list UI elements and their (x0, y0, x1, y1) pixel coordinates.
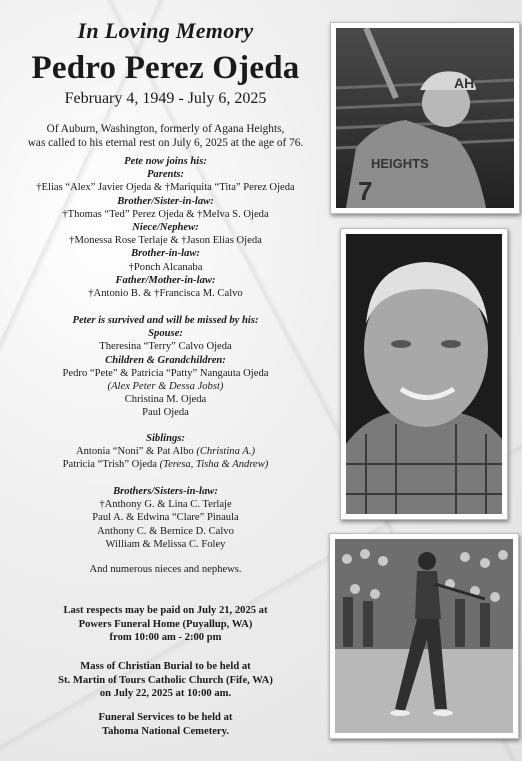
relation-names: William & Melissa C. Foley (105, 538, 226, 550)
portrait-photo (340, 228, 508, 520)
sibling-children: (Teresa, Tisha & Andrew) (159, 459, 269, 471)
relation-names: (Alex Peter & Dessa Jobst) (107, 381, 224, 393)
viewing-line: Powers Funeral Home (Puyallup, WA) (78, 618, 253, 630)
intro-line: was called to his eternal rest on July 6, 2025 at the age of 76. (27, 137, 304, 149)
funeral-info (8, 711, 323, 738)
relation-label: Siblings: (146, 433, 185, 444)
mass-line: on July 22, 2025 at 10:00 am. (99, 688, 232, 699)
relation-names: Anthony C. & Bernice D. Calvo (97, 525, 234, 537)
mass-line: Mass of Christian Burial to be held at (80, 661, 251, 672)
svg-text:7: 7 (358, 176, 373, 206)
viewing-line: Last respects may be paid on July 21, 2025 at (63, 605, 268, 616)
relation-names: †Anthony G. & Lina C. Terlaje (99, 499, 232, 511)
relation-label: Father/Mother-in-law: (115, 274, 216, 286)
intro-paragraph (20, 122, 311, 150)
sibling-name: Patricia “Trish” Ojeda (62, 459, 160, 471)
life-dates: February 4, 1949 - July 6, 2025 (64, 90, 267, 107)
relation-label: Brother-in-law: (131, 248, 200, 260)
viewing-info (8, 604, 323, 645)
sibling-children: (Christina A.) (196, 446, 255, 458)
relation-names: Theresina “Terry” Calvo Ojeda (99, 341, 232, 353)
in-loving-memory-heading: In Loving Memory (77, 18, 254, 43)
game-image (335, 539, 513, 733)
relation-names: †Ponch Alcanaba (128, 261, 203, 273)
relation-names: Christina M. Ojeda (124, 394, 207, 406)
mass-info (8, 660, 323, 701)
in-laws-section (8, 485, 323, 551)
mass-line: St. Martin of Tours Catholic Church (Fife, WA) (58, 674, 273, 686)
funeral-line: Tahoma National Cemetery. (101, 725, 229, 737)
relation-names: †Antonio B. & †Francisca M. Calvo (88, 288, 243, 300)
relation-names: Pedro “Pete” & Patricia “Patty” Nangauta Ojeda (62, 367, 269, 379)
baseball-game-photo (329, 533, 519, 739)
svg-text:AH: AH (454, 75, 475, 91)
portrait-image (346, 234, 502, 514)
survivors-section (8, 314, 323, 420)
siblings-section (8, 432, 323, 472)
relation-label: Children & Grandchildren: (105, 354, 226, 366)
deceased-name: Pedro Perez Ojeda (31, 50, 300, 86)
nieces-line (8, 563, 323, 576)
relation-names (8, 445, 323, 458)
relation-names: Paul Ojeda (142, 407, 189, 419)
section-heading: Peter is survived and will be missed by his: (72, 315, 259, 326)
obituary-text-column (8, 0, 323, 761)
nieces-text: And numerous nieces and nephews. (89, 564, 242, 575)
relation-names (8, 458, 323, 471)
relation-label: Parents: (146, 169, 185, 181)
funeral-line: Funeral Services to be held at (98, 712, 233, 723)
relation-label: Spouse: (148, 328, 183, 340)
relation-names: †Monessa Rose Terlaje & †Jason Elias Ojeda (69, 235, 262, 247)
baseball-batting-photo (330, 22, 520, 214)
relation-label: Brother/Sister-in-law: (117, 195, 214, 207)
sibling-name: Antonia “Noni” & Pat Albo (75, 446, 197, 458)
intro-line: Of Auburn, Washington, formerly of Agana Heights, (46, 123, 285, 135)
section-heading: Pete now joins his: (124, 156, 207, 167)
relation-names: †Elias “Alex” Javier Ojeda & †Mariquita “Tita” Perez Ojeda (36, 182, 295, 194)
relation-label: Brothers/Sisters-in-law: (113, 486, 218, 497)
relation-names: †Thomas “Ted” Perez Ojeda & †Melva S. Ojeda (62, 208, 269, 220)
relation-label: Niece/Nephew: (132, 222, 199, 234)
relation-names: Paul A. & Edwina “Clare” Pinaula (92, 512, 239, 524)
predeceased-section (8, 155, 323, 300)
svg-text:HEIGHTS: HEIGHTS (371, 156, 429, 171)
viewing-line: from 10:00 am - 2:00 pm (109, 632, 222, 643)
batter-image (336, 28, 514, 208)
